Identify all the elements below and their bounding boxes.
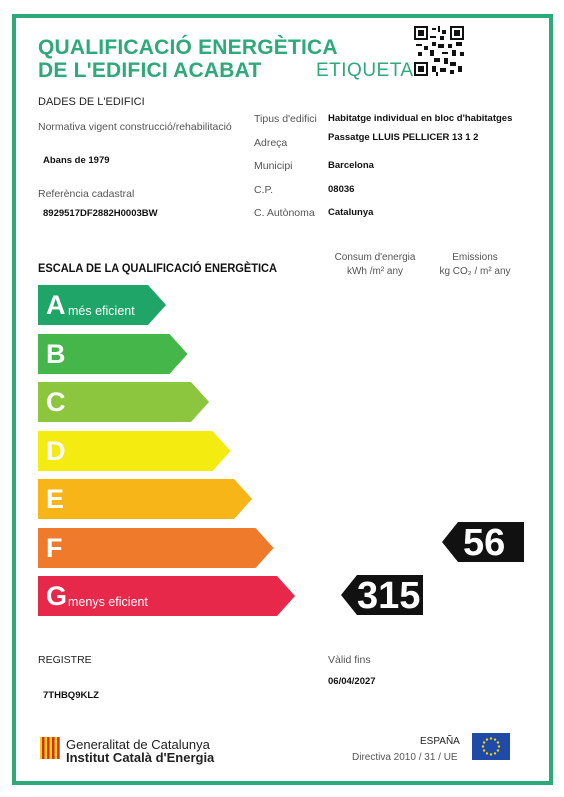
class-letter: F [46,532,63,563]
title-line-1: QUALIFICACIÓ ENERGÈTICA [38,36,338,59]
emissions-value: 56 [463,522,506,564]
emissions-column-title: Emissions [452,252,498,263]
municipality-value: Barcelona [328,160,374,171]
energy-column-title: Consum d'energia [334,252,416,263]
consumption-value: 315 [357,575,421,617]
community-label: C. Autònoma [254,207,315,219]
generalitat-logo-icon [40,737,60,764]
class-letter: B [46,338,66,369]
label-type: ETIQUETA [316,60,414,81]
regulation-value: Abans de 1979 [43,155,110,166]
org-name: Generalitat de Catalunya [66,737,210,752]
title-line-2: DE L'EDIFICI ACABAT [38,59,262,82]
emissions-badge [442,522,524,567]
energy-column-header [325,251,425,279]
cadastral-value: 8929517DF2882H0003BW [43,208,158,219]
class-letter: G [46,581,68,611]
class-arrow-f [38,528,276,568]
type-value: Habitatge individual en bloc d'habitatges [328,113,513,124]
registry-label: REGISTRE [38,654,92,666]
class-letter: A [46,290,66,320]
class-note: menys eficient [68,595,148,609]
type-label: Tipus d'edifici [254,113,317,125]
class-letter: D [46,435,66,466]
institute-name: Institut Català d'Energia [66,750,215,765]
cadastral-label: Referència cadastral [38,188,135,200]
class-letter: C [46,387,66,417]
class-note: més eficient [68,304,135,318]
class-arrow-e [38,479,254,519]
postcode-value: 08036 [328,184,355,195]
class-letter: E [46,484,65,514]
valid-until-value: 06/04/2027 [328,676,376,687]
municipality-label: Municipi [254,160,293,172]
energy-column-unit: kWh /m² any [346,266,404,277]
class-arrow-c [38,382,211,422]
valid-until-label: Vàlid fins [328,654,371,666]
class-arrow-d [38,431,233,471]
country-label: ESPAÑA [420,736,460,747]
scale-title: ESCALA DE LA QUALIFICACIÓ ENERGÈTICA [38,261,277,275]
qr-code-icon [414,26,464,76]
emissions-column-header [425,251,525,279]
emissions-column-unit: kg CO₂ / m² any [439,266,511,277]
directive-label: Directiva 2010 / 31 / UE [352,752,458,763]
postcode-label: C.P. [254,184,274,196]
building-section-title: DADES DE L'EDIFICI [38,96,145,108]
regulation-label: Normativa vigent construcció/rehabilitació [38,121,232,133]
class-arrow-a [38,285,168,325]
class-arrow-g [38,576,297,616]
address-value: Passatge LLUIS PELLICER 13 1 2 [328,132,479,143]
community-value: Catalunya [328,207,374,218]
eu-flag-icon [472,733,510,765]
address-label: Adreça [254,137,288,149]
consumption-badge [341,575,423,620]
class-arrow-b [38,334,190,374]
registry-value: 7THBQ9KLZ [43,690,99,701]
